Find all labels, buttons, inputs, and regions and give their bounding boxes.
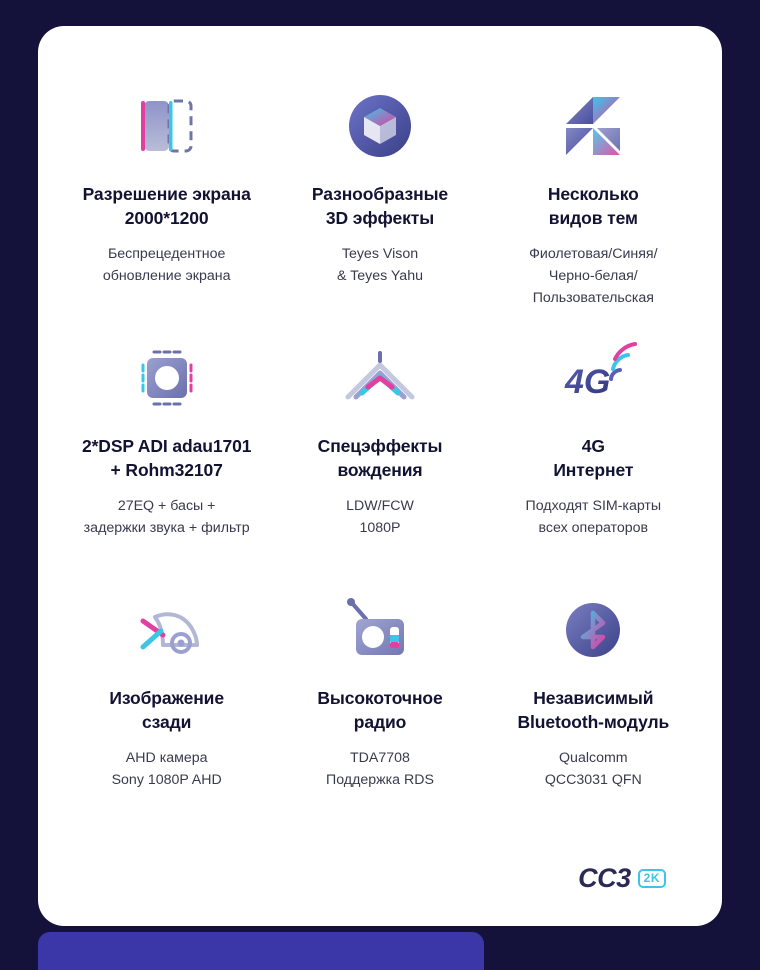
feature-item xyxy=(60,564,273,816)
feature-sub-line1: AHD камера xyxy=(125,750,208,767)
feature-subtitle xyxy=(526,495,662,539)
feature-subtitle xyxy=(529,243,657,309)
feature-subtitle xyxy=(112,747,222,791)
feature-title-line1: Изображение xyxy=(109,688,224,708)
feature-item xyxy=(487,564,700,816)
feature-title xyxy=(312,182,448,230)
feature-subtitle xyxy=(337,243,423,287)
feature-title xyxy=(109,686,224,734)
themes-icon xyxy=(550,78,636,174)
4g-signal-icon xyxy=(543,330,643,426)
logo-2k-badge: 2K xyxy=(638,869,666,888)
feature-subtitle xyxy=(326,747,434,791)
feature-sub-line1: 27EQ + басы + xyxy=(117,498,216,515)
radio-icon xyxy=(330,582,430,678)
feature-title-line1: Независимый xyxy=(533,688,654,708)
svg-text:4G: 4G xyxy=(565,363,611,401)
feature-subtitle xyxy=(346,495,414,539)
feature-title-line2: + Rohm32107 xyxy=(110,460,223,481)
feature-subtitle xyxy=(545,747,642,791)
feature-title xyxy=(83,182,251,230)
feature-item xyxy=(487,312,700,564)
feature-subtitle xyxy=(103,243,231,287)
bottom-strip xyxy=(38,932,484,970)
logo-text: CC3 xyxy=(578,863,631,893)
feature-sub-line1: Teyes Vison xyxy=(341,246,419,263)
feature-title xyxy=(317,686,442,734)
feature-title-line2: Интернет xyxy=(553,460,634,481)
feature-title-line1: 4G xyxy=(581,436,605,456)
feature-card xyxy=(38,26,722,926)
feature-title-line1: Несколько xyxy=(547,184,639,204)
feature-title-line2: видов тем xyxy=(548,208,638,229)
feature-sub-line1: LDW/FCW xyxy=(346,498,414,515)
feature-title-line2: сзади xyxy=(142,712,192,733)
feature-title-line1: 2*DSP ADI adau1701 xyxy=(81,436,252,456)
feature-title xyxy=(82,434,251,482)
feature-title xyxy=(318,434,443,482)
feature-sub-line2: Поддержка RDS xyxy=(326,772,434,789)
bluetooth-icon xyxy=(543,582,643,678)
feature-title-line2: 2000*1200 xyxy=(124,208,209,229)
feature-sub-line2: задержки звука + фильтр xyxy=(83,520,250,537)
feature-title xyxy=(553,434,633,482)
rear-camera-icon xyxy=(117,582,217,678)
feature-sub-line2: всех операторов xyxy=(538,520,649,537)
feature-sub-line2: Черно-белая/ xyxy=(548,268,638,285)
driving-effects-icon xyxy=(330,330,430,426)
feature-sub-line1: TDA7708 xyxy=(350,750,410,767)
feature-sub-line3: Пользовательская xyxy=(532,290,654,307)
feature-sub-line1: Подходят SIM-карты xyxy=(525,498,662,515)
feature-sub-line1: Qualcomm xyxy=(559,750,628,767)
feature-title-line1: Спецэффекты xyxy=(317,436,443,456)
feature-title xyxy=(548,182,639,230)
screen-resolution-icon xyxy=(124,78,210,174)
feature-item xyxy=(273,312,486,564)
feature-title-line1: Высокоточное xyxy=(317,688,443,708)
feature-sub-line1: Беспрецедентное xyxy=(107,246,226,263)
feature-sub-line2: 1080P xyxy=(359,520,401,537)
feature-sub-line2: & Teyes Yahu xyxy=(337,268,423,285)
feature-title-line2: вождения xyxy=(337,460,423,481)
feature-title-line2: радио xyxy=(353,712,407,733)
feature-title-line1: Разнообразные xyxy=(311,184,449,204)
feature-sub-line2: QCC3031 QFN xyxy=(544,772,642,789)
dsp-chip-icon xyxy=(124,330,210,426)
feature-title xyxy=(517,686,669,734)
feature-item xyxy=(273,60,486,312)
feature-sub-line2: Sony 1080P AHD xyxy=(111,772,222,789)
feature-title-line1: Разрешение экрана xyxy=(82,184,251,204)
feature-sub-line1: Фиолетовая/Синяя/ xyxy=(529,246,658,263)
feature-sub-line2: обновление экрана xyxy=(102,268,231,285)
feature-item xyxy=(487,60,700,312)
feature-title-line2: 3D эффекты xyxy=(325,208,435,229)
feature-item xyxy=(60,60,273,312)
feature-grid xyxy=(60,60,700,816)
feature-title-line2: Bluetooth-модуль xyxy=(517,712,670,733)
3d-cube-icon xyxy=(337,78,423,174)
product-logo xyxy=(578,863,666,894)
feature-item xyxy=(60,312,273,564)
feature-item xyxy=(273,564,486,816)
feature-subtitle xyxy=(84,495,250,539)
